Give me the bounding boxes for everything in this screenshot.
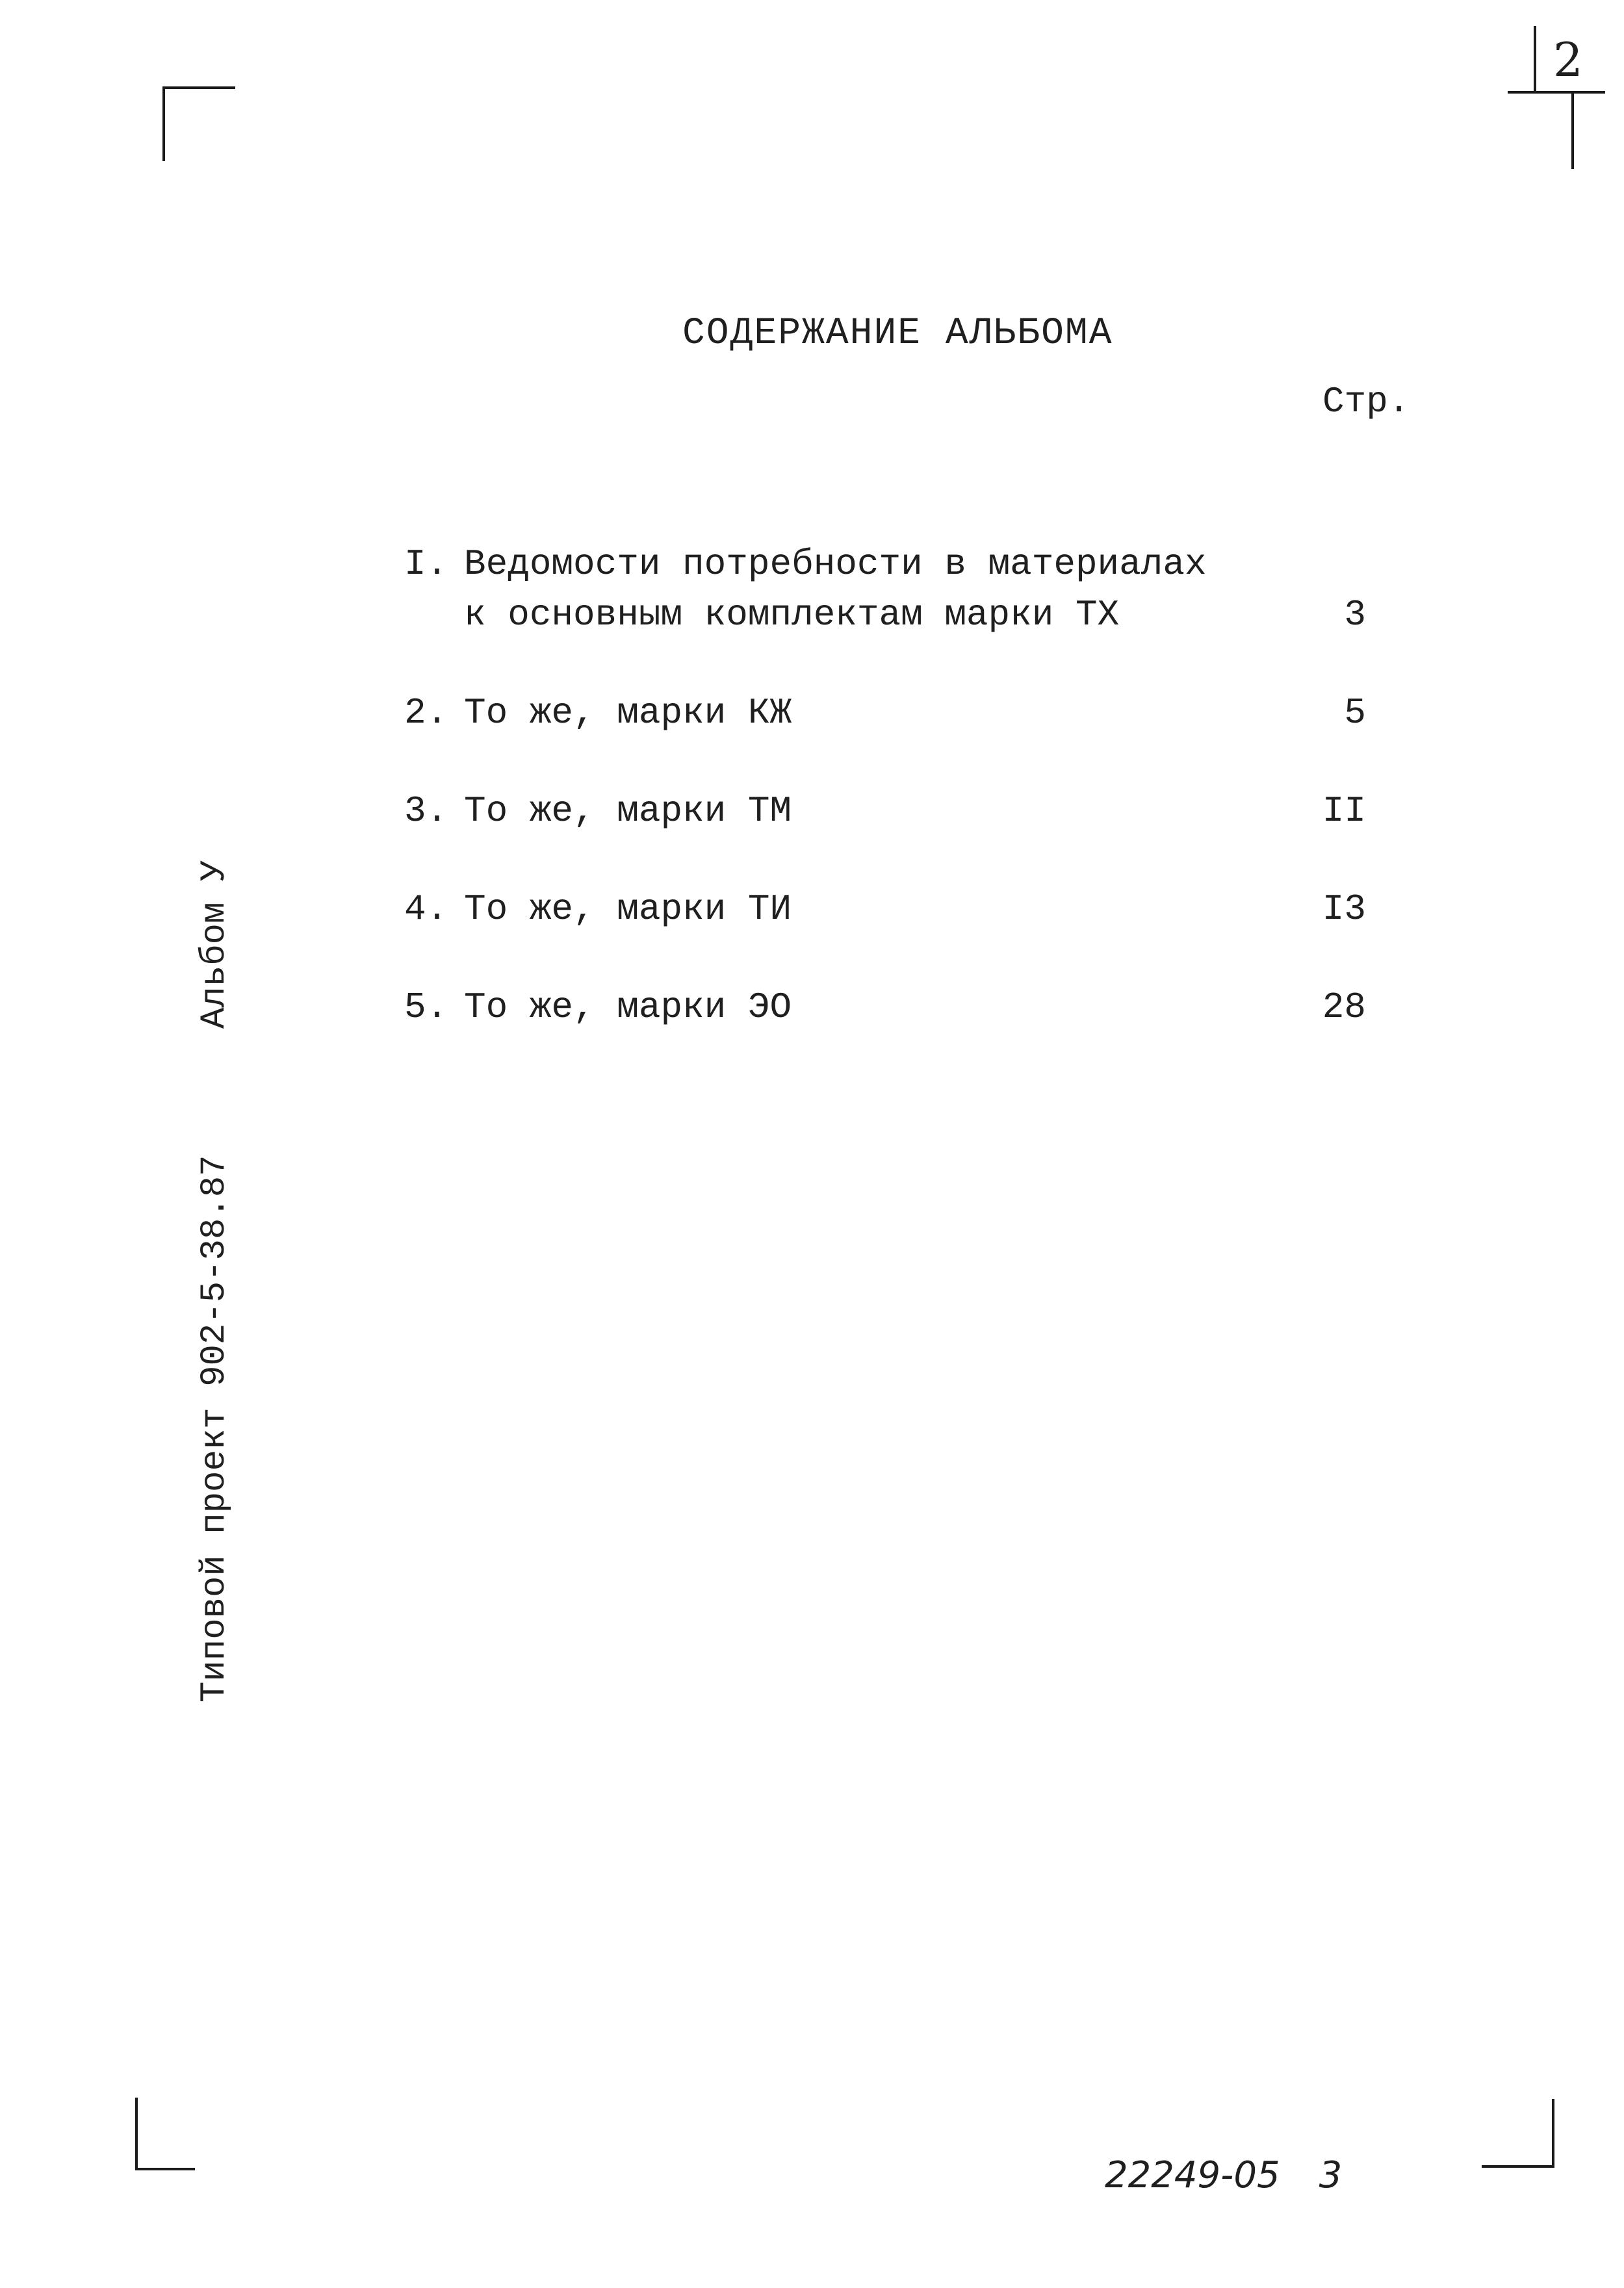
toc-item xyxy=(404,543,1366,641)
side-stamp xyxy=(195,860,235,1703)
toc-item-page: 5 xyxy=(1344,692,1366,734)
toc-item-page: 28 xyxy=(1322,986,1366,1028)
corner-mark-top-left-h xyxy=(162,86,235,89)
corner-mark-bottom-left-v xyxy=(135,2098,138,2169)
corner-mark-bottom-right-v xyxy=(1552,2099,1554,2167)
corner-mark-bottom-right-h xyxy=(1482,2165,1554,2168)
toc-item-page: II xyxy=(1322,790,1366,832)
footer-page-number: 3 xyxy=(1319,2154,1343,2196)
sheet-box-tick xyxy=(1571,91,1574,169)
toc-item-number: 4. xyxy=(404,888,448,930)
corner-mark-bottom-left-h xyxy=(135,2168,195,2170)
toc-item xyxy=(404,986,1366,1032)
toc-item xyxy=(404,790,1366,836)
toc-item xyxy=(404,692,1366,738)
toc-item-page: I3 xyxy=(1322,888,1366,930)
corner-mark-top-left-v xyxy=(162,86,165,161)
side-stamp-gap xyxy=(195,1029,235,1155)
sheet-box-bottom-line xyxy=(1508,91,1605,94)
toc-item-number: I. xyxy=(404,543,448,585)
toc-item-title-continued: к основным комплектам марки ТХ xyxy=(464,594,1120,636)
side-stamp-album: Альбом У xyxy=(195,860,235,1029)
sheet-box-left-line xyxy=(1534,26,1536,91)
sheet-number: 2 xyxy=(1553,32,1583,87)
page-column-header: Стр. xyxy=(1322,381,1410,422)
toc-item-number: 3. xyxy=(404,790,448,832)
side-stamp-project: Типовой проект 902-5-38.87 xyxy=(195,1155,235,1703)
toc-item-title: То же, марки КЖ xyxy=(464,692,792,734)
toc-item-number: 5. xyxy=(404,986,448,1028)
toc-item-title: То же, марки ТИ xyxy=(464,888,792,930)
page-title: СОДЕРЖАНИЕ АЛЬБОМА xyxy=(682,313,1113,355)
toc-item-title: То же, марки ЭО xyxy=(464,986,792,1028)
footer-doc-code: 22249-05 xyxy=(1105,2154,1280,2196)
toc-item-title: То же, марки ТМ xyxy=(464,790,792,832)
toc-item-number: 2. xyxy=(404,692,448,734)
toc-item-page: 3 xyxy=(1344,594,1366,636)
toc-item xyxy=(404,888,1366,934)
toc-item-title: Ведомости потребности в материалах xyxy=(464,543,1207,585)
footer xyxy=(1105,2154,1342,2196)
